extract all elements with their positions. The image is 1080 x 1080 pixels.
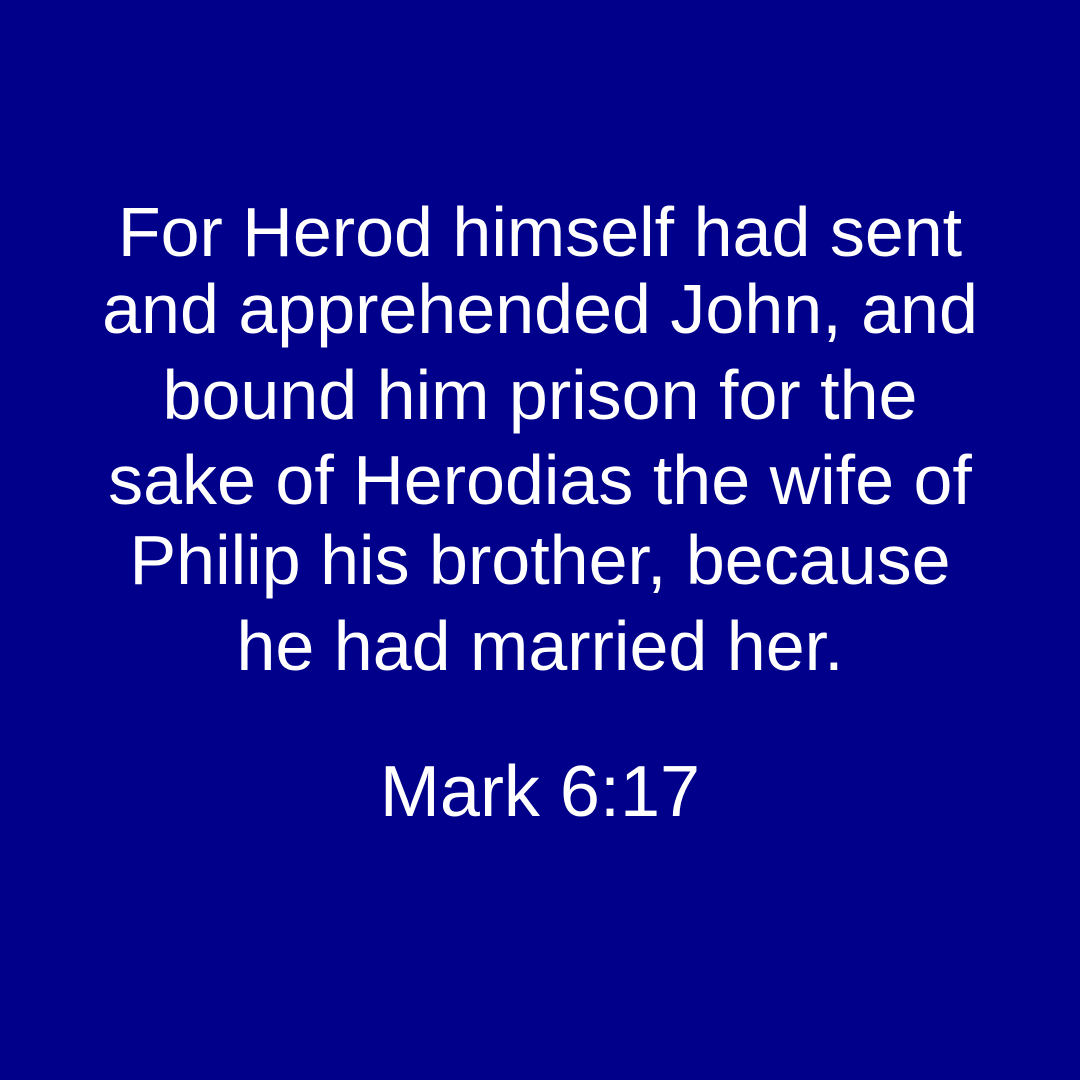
verse-line: sake of Herodias the wife of — [108, 441, 972, 519]
verse-line: bound him prison for the — [162, 356, 918, 434]
verse-reference: Mark 6:17 — [379, 752, 701, 832]
verse-line: he had married her. — [236, 607, 844, 685]
verse-line: and apprehended John, and — [102, 270, 978, 348]
verse-line: For Herod himself had sent — [117, 193, 963, 271]
verse-line: Philip his brother, because — [129, 521, 951, 599]
